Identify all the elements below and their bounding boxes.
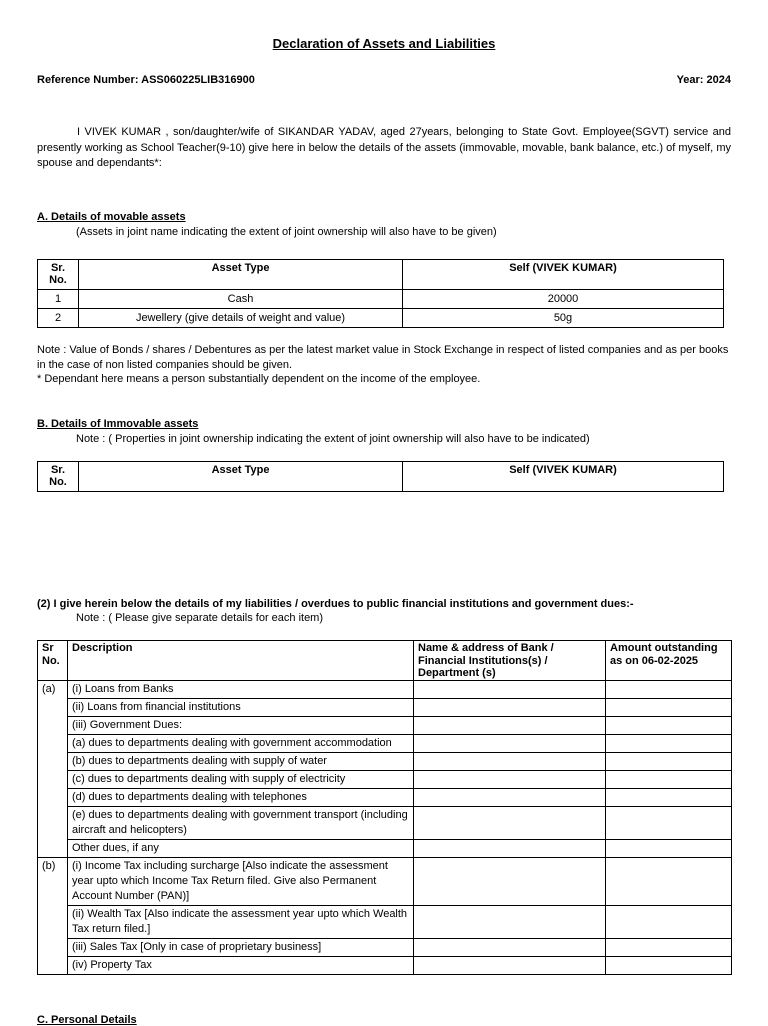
table-row [38, 906, 732, 939]
table-row [38, 840, 732, 858]
table-header-row [38, 462, 724, 492]
bonds-note: Note : Value of Bonds / shares / Debentures as per the latest market value in Stock Exchange in respect of listed companies and as per books in the case of non listed companies should be given. [37, 344, 729, 371]
cell-asset-type: Cash [79, 290, 403, 309]
cell-bank [414, 957, 606, 975]
table-row [38, 290, 724, 309]
cell-bank [414, 906, 606, 939]
cell-amount [606, 858, 732, 906]
cell-bank [414, 807, 606, 840]
table-row [38, 681, 732, 699]
cell-bank [414, 699, 606, 717]
table-row [38, 753, 732, 771]
table-header-row [38, 641, 732, 681]
cell-bank [414, 840, 606, 858]
document-title: Declaration of Assets and Liabilities [272, 36, 496, 51]
liabilities-heading: (2) I give herein below the details of my liabilities / overdues to public financial institutions and government dues:- [37, 598, 634, 610]
col-description: Description [68, 641, 414, 681]
table-row [38, 735, 732, 753]
reference-number: Reference Number: ASS060225LIB316900 [37, 74, 255, 86]
cell-sr-no: 1 [38, 290, 79, 309]
cell-bank [414, 789, 606, 807]
cell-amount [606, 753, 732, 771]
table-row [38, 309, 724, 328]
cell-bank [414, 939, 606, 957]
col-self: Self (VIVEK KUMAR) [403, 462, 724, 492]
immovable-assets-heading: B. Details of Immovable assets [37, 418, 199, 430]
cell-description: (c) dues to departments dealing with supply of electricity [68, 771, 414, 789]
cell-description: (iii) Government Dues: [68, 717, 414, 735]
cell-description: (d) dues to departments dealing with telephones [68, 789, 414, 807]
cell-description: (a) dues to departments dealing with government accommodation [68, 735, 414, 753]
immovable-assets-note: Note : ( Properties in joint ownership indicating the extent of joint ownership will also have to be indicated) [76, 433, 590, 445]
col-self: Self (VIVEK KUMAR) [403, 260, 724, 290]
cell-description: (i) Loans from Banks [68, 681, 414, 699]
cell-amount [606, 771, 732, 789]
cell-amount [606, 681, 732, 699]
col-asset-type: Asset Type [79, 260, 403, 290]
cell-bank [414, 753, 606, 771]
cell-amount [606, 939, 732, 957]
table-row [38, 717, 732, 735]
cell-amount [606, 735, 732, 753]
immovable-assets-table [37, 461, 724, 492]
cell-amount [606, 699, 732, 717]
liabilities-table [37, 640, 732, 975]
cell-amount [606, 807, 732, 840]
cell-asset-type: Jewellery (give details of weight and value) [79, 309, 403, 328]
cell-amount [606, 840, 732, 858]
cell-description: (iii) Sales Tax [Only in case of proprietary business] [68, 939, 414, 957]
cell-bank [414, 681, 606, 699]
cell-bank [414, 717, 606, 735]
cell-description: (ii) Wealth Tax [Also indicate the assessment year upto which Wealth Tax return filed.] [68, 906, 414, 939]
table-row [38, 858, 732, 906]
movable-assets-table [37, 259, 724, 328]
table-row [38, 771, 732, 789]
movable-assets-heading: A. Details of movable assets [37, 211, 186, 223]
table-header-row [38, 260, 724, 290]
cell-description: (i) Income Tax including surcharge [Also indicate the assessment year upto which Income Tax Return filed. Give also Permanent Account Number (PAN)] [68, 858, 414, 906]
col-sr-no: Sr No. [38, 641, 68, 681]
cell-bank [414, 858, 606, 906]
movable-assets-note: (Assets in joint name indicating the extent of joint ownership will also have to be given) [76, 226, 497, 238]
col-asset-type: Asset Type [79, 462, 403, 492]
table-row [38, 939, 732, 957]
group-a-label: (a) [38, 681, 68, 858]
personal-details-heading: C. Personal Details [37, 1014, 137, 1026]
table-row [38, 807, 732, 840]
cell-amount [606, 789, 732, 807]
intro-paragraph: I VIVEK KUMAR , son/daughter/wife of SIKANDAR YADAV, aged 27years, belonging to State Govt. Employee(SGVT) service and presently working as School Teacher(9-10) give here in below the details of the assets (immovable, movable, bank balance, etc.) of myself, my spouse and dependants*: [37, 126, 731, 169]
cell-amount [606, 906, 732, 939]
table-row [38, 699, 732, 717]
group-b-label: (b) [38, 858, 68, 975]
dependant-note: * Dependant here means a person substantially dependent on the income of the employee. [37, 373, 481, 385]
valuation-notes [37, 343, 731, 387]
cell-bank [414, 771, 606, 789]
cell-description: (b) dues to departments dealing with supply of water [68, 753, 414, 771]
cell-description: (iv) Property Tax [68, 957, 414, 975]
table-row [38, 789, 732, 807]
col-sr-no: Sr. No. [38, 260, 79, 290]
cell-description: (e) dues to departments dealing with government transport (including aircraft and helicopters) [68, 807, 414, 840]
cell-self-value: 20000 [403, 290, 724, 309]
liabilities-note: Note : ( Please give separate details for each item) [76, 612, 324, 624]
col-sr-no: Sr. No. [38, 462, 79, 492]
cell-description: Other dues, if any [68, 840, 414, 858]
cell-amount [606, 957, 732, 975]
col-amount-outstanding: Amount outstanding as on 06-02-2025 [606, 641, 732, 681]
col-bank-name-address: Name & address of Bank / Financial Institutions(s) / Department (s) [414, 641, 606, 681]
cell-bank [414, 735, 606, 753]
cell-self-value: 50g [403, 309, 724, 328]
table-row [38, 957, 732, 975]
cell-sr-no: 2 [38, 309, 79, 328]
declaration-year: Year: 2024 [676, 74, 731, 86]
cell-description: (ii) Loans from financial institutions [68, 699, 414, 717]
cell-amount [606, 717, 732, 735]
